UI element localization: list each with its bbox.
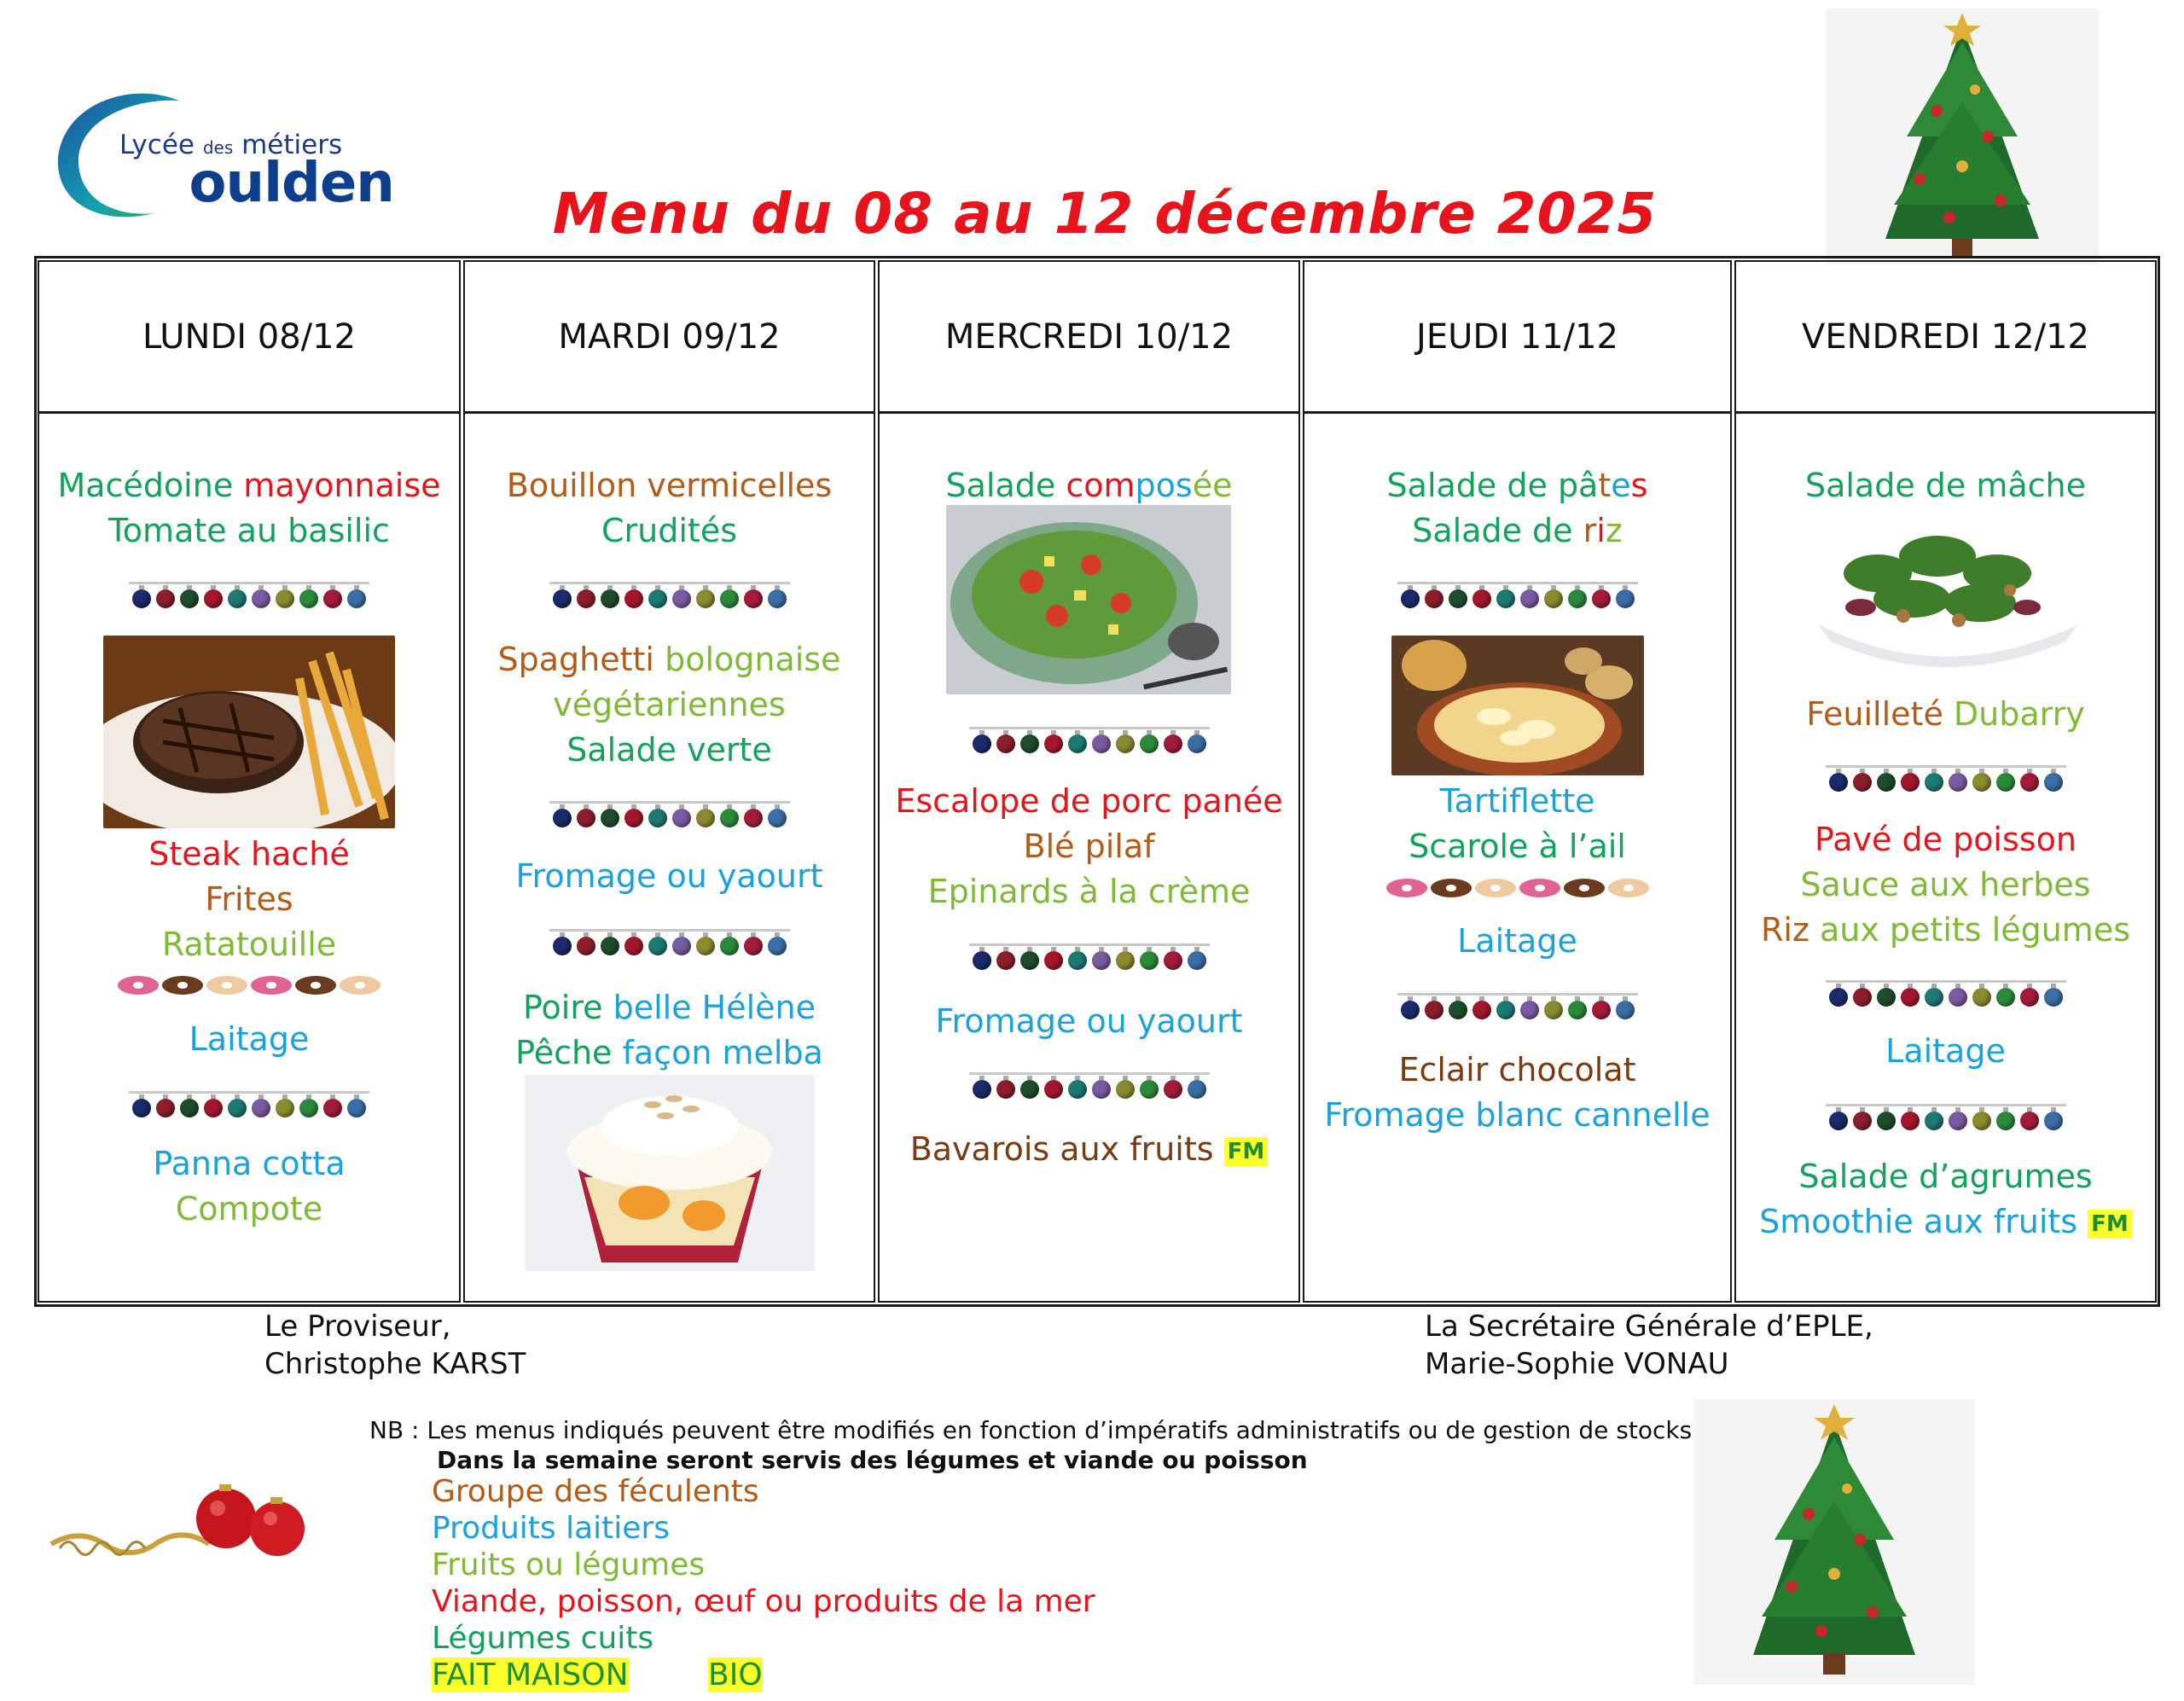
ornament-divider — [132, 580, 366, 607]
legend-fruits: Fruits ou légumes — [432, 1547, 706, 1582]
ornament-icon — [1068, 1080, 1087, 1099]
donut-icon — [1519, 879, 1560, 897]
monday-menu — [38, 411, 461, 1303]
day-header-thursday: JEUDI 11/12 — [1303, 260, 1732, 414]
logo-name: oulden — [189, 152, 394, 215]
menu-item: Panna cotta — [153, 1145, 346, 1182]
ornament-icon — [132, 589, 151, 608]
ornament-icon — [744, 809, 763, 827]
ornament-icon — [648, 589, 667, 608]
ornament-icon — [1616, 589, 1635, 608]
ornament-icon — [553, 809, 572, 827]
day-header-wednesday: MERCREDI 10/12 — [878, 260, 1300, 414]
ornament-divider — [973, 725, 1206, 752]
ornament-icon — [1449, 589, 1467, 608]
ornament-icon — [553, 589, 572, 608]
ornament-icon — [553, 937, 572, 955]
ornament-icon — [1496, 589, 1515, 608]
ornament-icon — [1140, 734, 1159, 753]
donut-icon — [1475, 879, 1516, 897]
ornament-icon — [1853, 1112, 1872, 1130]
ornament-icon — [768, 589, 787, 608]
ornament-icon — [1972, 773, 1991, 792]
christmas-tree-icon — [1693, 1399, 1975, 1685]
ornament-icon — [2044, 988, 2063, 1007]
donut-icon — [340, 976, 380, 995]
signature-secretaire: La Secrétaire Générale d’EPLE, Marie-Sophie VONAU — [1425, 1309, 1873, 1381]
day-header-friday: VENDREDI 12/12 — [1734, 260, 2157, 414]
ornament-icon — [996, 1080, 1015, 1099]
menu-item: Eclair chocolat — [1398, 1051, 1636, 1089]
ornament-icon — [1116, 734, 1135, 753]
ornament-icon — [1164, 734, 1182, 753]
ornament-icon — [1425, 1001, 1443, 1019]
ornament-icon — [696, 809, 715, 827]
legend-legumes: Légumes cuits — [432, 1621, 654, 1656]
christmas-tree-icon — [1826, 9, 2099, 264]
menu-title: Menu du 08 au 12 décembre 2025 — [552, 181, 1658, 247]
ornament-icon — [1496, 1001, 1515, 1019]
ornament-icon — [1544, 1001, 1563, 1019]
ornament-icon — [1068, 951, 1087, 970]
ornament-icon — [1996, 1112, 2015, 1130]
menu-item: Tartiflette — [1439, 782, 1595, 820]
ornament-icon — [1568, 589, 1587, 608]
ornament-icon — [648, 937, 667, 955]
day-header-tuesday: MARDI 09/12 — [463, 260, 875, 414]
donut-icon — [251, 976, 292, 995]
ornament-icon — [1972, 988, 1991, 1007]
ornament-icon — [1996, 988, 2015, 1007]
ornament-icon — [1140, 951, 1159, 970]
ornament-icon — [601, 589, 619, 608]
menu-item: Crudités — [601, 512, 737, 549]
ornament-icon — [228, 589, 247, 608]
ornament-icon — [204, 589, 223, 608]
ornament-icon — [2020, 988, 2039, 1007]
menu-item: Bavarois aux fruits FM — [878, 1126, 1300, 1175]
friday-menu — [1734, 411, 2157, 1303]
ornament-icon — [299, 589, 318, 608]
menu-item: Epinards à la crème — [927, 873, 1251, 910]
ornament-icon — [672, 589, 691, 608]
ornament-icon — [1949, 1112, 1967, 1130]
donut-icon — [1431, 879, 1472, 897]
ornament-icon — [696, 589, 715, 608]
ornament-icon — [624, 809, 643, 827]
menu-item: Tomate au basilic — [108, 512, 390, 549]
ornament-icon — [1188, 1080, 1206, 1099]
ornament-icon — [996, 734, 1015, 753]
ornament-divider — [973, 1071, 1206, 1098]
wednesday-menu — [878, 411, 1300, 1303]
ornament-icon — [1020, 734, 1039, 753]
ornament-icon — [1853, 773, 1872, 792]
ornament-divider — [553, 580, 787, 607]
legend-bio: BIO — [708, 1657, 763, 1692]
donut-divider — [1386, 879, 1649, 901]
menu-item: Smoothie aux fruits FM — [1734, 1199, 2157, 1247]
school-logo: Lycée des métiers oulden — [51, 85, 367, 230]
ornament-icon — [696, 937, 715, 955]
ornament-icon — [1949, 773, 1967, 792]
ornament-icon — [1520, 589, 1539, 608]
ornament-icon — [1972, 1112, 1991, 1130]
ornament-icon — [601, 809, 619, 827]
ornament-icon — [1044, 1080, 1063, 1099]
ornament-icon — [1020, 1080, 1039, 1099]
ornament-divider — [553, 927, 787, 955]
ornament-icon — [1901, 773, 1920, 792]
ornament-icon — [323, 589, 342, 608]
ornament-icon — [2044, 773, 2063, 792]
footer-note: NB : Les menus indiqués peuvent être modifiés en fonction d’impératifs administratifs ou de gestion de stocks — [369, 1416, 1693, 1444]
ornament-icon — [768, 937, 787, 955]
ornament-icon — [1925, 773, 1943, 792]
ornament-icon — [973, 951, 991, 970]
ornament-divider — [1829, 1102, 2063, 1129]
steak-fries-photo — [103, 636, 395, 828]
menu-item: Macédoine mayonnaise — [57, 467, 441, 504]
ornament-icon — [1164, 1080, 1182, 1099]
ornament-icon — [1092, 1080, 1111, 1099]
ornament-icon — [228, 1099, 247, 1118]
ornament-icon — [1877, 988, 1896, 1007]
ornament-icon — [1068, 734, 1087, 753]
menu-item: Frites — [205, 880, 293, 918]
menu-item: Laitage — [189, 1020, 310, 1058]
ornament-icon — [601, 937, 619, 955]
peach-melba-photo — [525, 1075, 815, 1271]
ornament-icon — [1544, 589, 1563, 608]
ornament-divider — [1401, 991, 1635, 1019]
ornament-icon — [1592, 1001, 1611, 1019]
menu-item: Salade de pâtes — [1386, 467, 1648, 504]
donut-icon — [1564, 879, 1605, 897]
ornament-icon — [1401, 589, 1420, 608]
ornament-icon — [744, 589, 763, 608]
menu-item: Ratatouille — [161, 926, 337, 963]
ornament-icon — [624, 589, 643, 608]
ornament-icon — [1901, 1112, 1920, 1130]
ornament-icon — [577, 809, 595, 827]
ornament-divider — [132, 1089, 366, 1117]
menu-item: Fromage blanc cannelle — [1324, 1096, 1711, 1134]
donut-icon — [162, 976, 203, 995]
ornament-icon — [1925, 1112, 1943, 1130]
menu-item: Spaghetti bolognaise — [497, 641, 841, 678]
ornament-icon — [720, 937, 739, 955]
menu-item: Sauce aux herbes — [1800, 866, 2091, 903]
menu-item: Salade d’agrumes — [1798, 1158, 2093, 1195]
fait-maison-badge: FM — [1224, 1137, 1269, 1166]
ornament-divider — [1829, 763, 2063, 791]
ornament-icon — [156, 1099, 175, 1118]
ornament-icon — [720, 589, 739, 608]
ornament-icon — [1829, 1112, 1848, 1130]
menu-item: végétariennes — [553, 686, 786, 723]
menu-item: Salade composée — [945, 467, 1233, 504]
ornament-icon — [1401, 1001, 1420, 1019]
ornament-icon — [1520, 1001, 1539, 1019]
ornament-icon — [204, 1099, 223, 1118]
thursday-menu — [1303, 411, 1732, 1303]
ornament-icon — [1044, 734, 1063, 753]
donut-icon — [1386, 879, 1427, 897]
ornament-icon — [672, 937, 691, 955]
ornament-divider — [1829, 978, 2063, 1006]
ornament-icon — [768, 809, 787, 827]
legend-laitiers: Produits laitiers — [432, 1511, 670, 1546]
ornament-icon — [1116, 951, 1135, 970]
menu-item: Laitage — [1885, 1032, 2006, 1070]
ornament-icon — [2020, 1112, 2039, 1130]
ornament-icon — [1449, 1001, 1467, 1019]
menu-item: Salade de riz — [1412, 512, 1623, 549]
ornament-divider — [1401, 580, 1635, 607]
ornament-icon — [347, 1099, 366, 1118]
ornament-icon — [276, 589, 294, 608]
ornament-icon — [973, 734, 991, 753]
footer-note-bold: Dans la semaine seront servis des légumes et viande ou poisson — [437, 1446, 1308, 1474]
ornament-icon — [2044, 1112, 2063, 1130]
lambs-lettuce-photo — [1809, 505, 2082, 676]
salad-photo — [946, 505, 1231, 694]
ornament-icon — [1472, 589, 1491, 608]
ornament-icon — [1877, 1112, 1896, 1130]
ornament-icon — [1164, 951, 1182, 970]
legend-viande: Viande, poisson, œuf ou produits de la mer — [432, 1584, 1095, 1619]
legend-fait-maison: FAIT MAISON — [432, 1657, 629, 1692]
ornament-icon — [973, 1080, 991, 1099]
ornament-icon — [1020, 951, 1039, 970]
donut-icon — [206, 976, 247, 995]
legend-feculents: Groupe des féculents — [432, 1474, 759, 1509]
ornament-icon — [180, 1099, 199, 1118]
ornament-icon — [1116, 1080, 1135, 1099]
ornament-icon — [1616, 1001, 1635, 1019]
ornament-icon — [1044, 951, 1063, 970]
fait-maison-badge: FM — [2088, 1210, 2132, 1239]
menu-item: Escalope de porc panée — [895, 782, 1283, 820]
menu-item: Steak haché — [148, 835, 350, 873]
ornament-icon — [1996, 773, 2015, 792]
menu-item: Compote — [175, 1190, 323, 1228]
ornament-icon — [1829, 773, 1848, 792]
menu-item: Laitage — [1457, 922, 1577, 960]
ornament-icon — [2020, 773, 2039, 792]
ornament-icon — [1568, 1001, 1587, 1019]
menu-item: Salade verte — [566, 731, 772, 769]
ornament-icon — [744, 937, 763, 955]
menu-item: Salade de mâche — [1804, 467, 2087, 504]
menu-item: Pavé de poisson — [1815, 821, 2077, 858]
donut-divider — [118, 976, 380, 998]
ornament-icon — [1877, 773, 1896, 792]
menu-item: Blé pilaf — [1023, 827, 1155, 865]
ornament-icon — [252, 589, 270, 608]
ornament-icon — [1925, 988, 1943, 1007]
menu-item: Bouillon vermicelles — [506, 467, 833, 504]
ornament-icon — [1092, 951, 1111, 970]
ornament-icon — [156, 589, 175, 608]
ornament-icon — [720, 809, 739, 827]
ornament-divider — [973, 942, 1206, 969]
menu-item: Poire belle Hélène — [522, 989, 816, 1026]
tartiflette-photo — [1391, 636, 1644, 775]
ornament-icon — [577, 589, 595, 608]
menu-item: Riz aux petits légumes — [1760, 911, 2130, 949]
ornament-icon — [1592, 589, 1611, 608]
ornament-icon — [1140, 1080, 1159, 1099]
ornament-icon — [1092, 734, 1111, 753]
day-header-monday: LUNDI 08/12 — [38, 260, 461, 414]
ornament-icon — [1472, 1001, 1491, 1019]
ornament-icon — [672, 809, 691, 827]
menu-item: Fromage ou yaourt — [935, 1002, 1243, 1040]
ornament-icon — [323, 1099, 342, 1118]
donut-icon — [1608, 879, 1649, 897]
ornament-icon — [276, 1099, 294, 1118]
ornament-icon — [347, 589, 366, 608]
ornament-icon — [624, 937, 643, 955]
menu-item: Fromage ou yaourt — [515, 857, 823, 895]
ornament-icon — [996, 951, 1015, 970]
ornament-icon — [1949, 988, 1967, 1007]
ornament-icon — [180, 589, 199, 608]
christmas-balls-icon — [47, 1467, 337, 1570]
donut-icon — [118, 976, 159, 995]
menu-item: Pêche façon melba — [515, 1034, 823, 1071]
menu-item: Feuilleté Dubarry — [1806, 695, 2085, 733]
ornament-icon — [299, 1099, 318, 1118]
ornament-icon — [1425, 589, 1443, 608]
ornament-icon — [1853, 988, 1872, 1007]
ornament-icon — [1901, 988, 1920, 1007]
ornament-icon — [648, 809, 667, 827]
ornament-icon — [1188, 951, 1206, 970]
ornament-icon — [252, 1099, 270, 1118]
ornament-divider — [553, 799, 787, 827]
donut-icon — [295, 976, 336, 995]
ornament-icon — [577, 937, 595, 955]
tuesday-menu — [463, 411, 875, 1303]
signature-proviseur: Le Proviseur, Christophe KARST — [264, 1309, 526, 1381]
ornament-icon — [132, 1099, 151, 1118]
ornament-icon — [1829, 988, 1848, 1007]
ornament-icon — [1188, 734, 1206, 753]
menu-item: Scarole à l’ail — [1409, 827, 1626, 865]
